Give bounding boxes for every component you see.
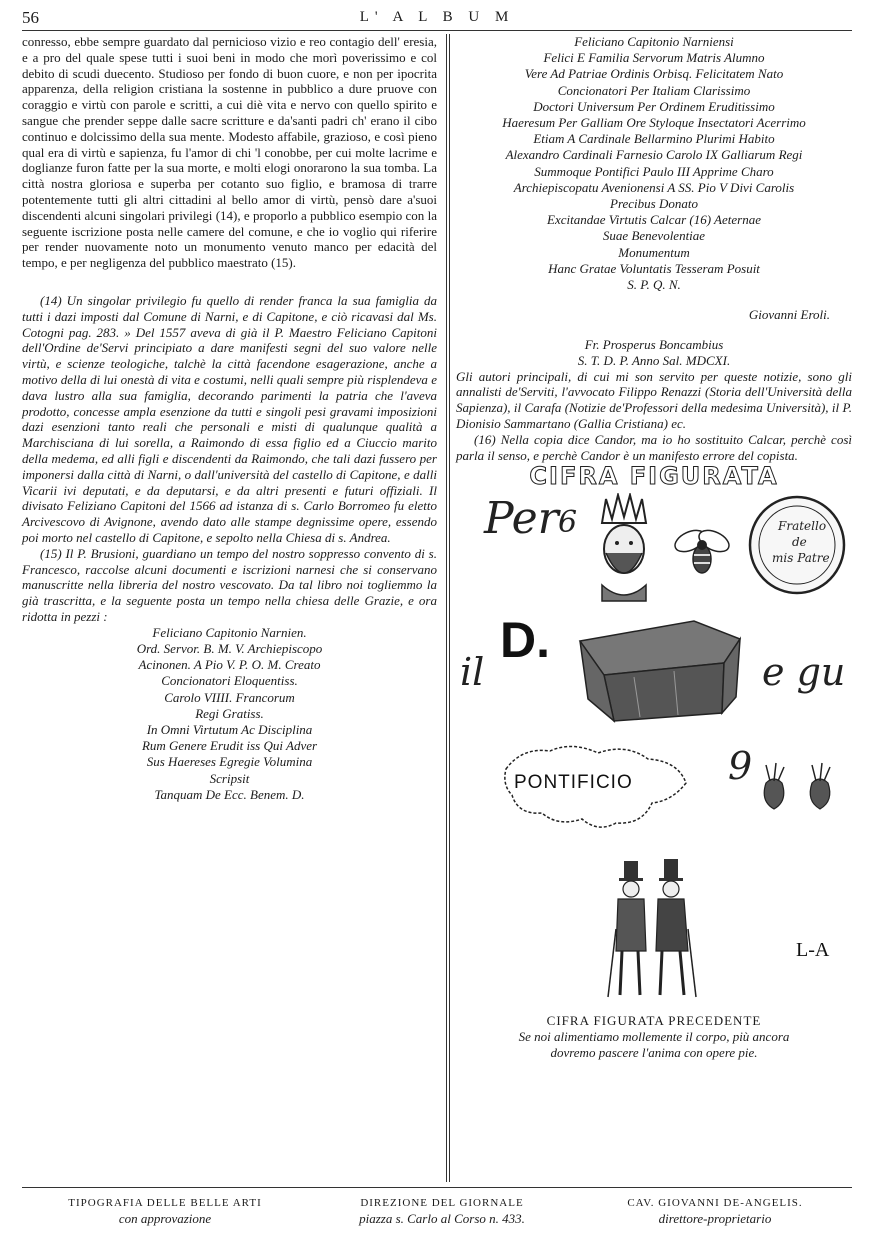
- onion-bulbs-icon: [756, 761, 848, 815]
- journal-title: L' A L B U M: [359, 9, 515, 25]
- right-inscription: [456, 34, 852, 293]
- rebus-pontificio: PONTIFICIO: [514, 772, 633, 794]
- left-inscription-line: Feliciano Capitonio Narnien.: [152, 624, 307, 640]
- page-number: 56: [22, 8, 39, 27]
- left-inscription-line: Concionatori Eloquentiss.: [161, 673, 298, 689]
- right-inscription-line: Alexandro Cardinali Farnesio Carolo IX Galliarum Regi: [505, 147, 803, 163]
- rebus-nine: 9: [728, 744, 753, 789]
- right-inscription-line: Doctori Universum Per Ordinem Eruditissimo: [533, 98, 775, 114]
- right-inscription-line: Etiam A Cardinale Bellarmino Plurimi Habito: [533, 131, 775, 147]
- footer-printer-note: con approvazione: [118, 1211, 212, 1226]
- seal-text-1: Fratello: [778, 519, 827, 534]
- right-inscription-line: Summoque Pontifici Paulo III Apprime Charo: [534, 163, 774, 179]
- right-inscription-line: Vere Ad Patriae Ordinis Orbisq. Felicitatem Nato: [524, 66, 784, 82]
- draped-table-icon: [574, 605, 746, 725]
- footer-printer: [40, 1195, 290, 1227]
- right-inscription-line: Haeresum Per Galliam Ore Styloque Insectatori Acerrimo: [502, 115, 806, 131]
- left-column: [22, 34, 437, 803]
- right-inscription-line: Precibus Donato: [610, 196, 698, 212]
- left-inscription-line: Carolo VIIII. Francorum: [164, 689, 295, 705]
- rebus-d: D.: [500, 612, 550, 669]
- left-inscription-line: Scripsit: [209, 770, 250, 786]
- sources-note: Gli autori principali, di cui mi son servito per queste notizie, sono gli annalisti de'Serviti, l'avvocato Filippo Renazzi (Storia dell'Università della Sapienza), il Carafa (Notizie de'Professori della medesima Università), il P. Dionisio Sammartano (Gallia Cristiana) ec.: [456, 368, 852, 432]
- prosperus-line-2: S. T. D. P. Anno Sal. MDCXI.: [577, 352, 731, 368]
- footer-director-name: CAV. GIOVANNI DE-ANGELIS.: [627, 1197, 803, 1209]
- right-inscription-line: Felici E Familia Servorum Matris Alumno: [543, 50, 765, 66]
- column-divider: [446, 34, 447, 1182]
- left-inscription: [22, 625, 437, 803]
- rebus-egu: e gu: [762, 650, 846, 695]
- footnote-15: (15) Il P. Brusioni, guardiano un tempo del nostro soppresso convento di s. Francesco, raccolse alcuni documenti e iscrizioni narnesi che si conservano manuscritte nella libreria del nostro vescovato. Da tal libro noi togliemmo la già trascritta, e la seguente posta un tempo nella chiesa delle Grazie, e ora ridotta in pezzi :: [22, 545, 437, 624]
- footer-rule: [22, 1187, 852, 1188]
- rebus-la: L-A: [796, 939, 830, 962]
- left-inscription-line: Sus Haereses Egregie Volumina: [146, 754, 313, 770]
- footnote-16: (16) Nella copia dice Candor, ma io ho sostituito Calcar, perchè così parla il senso, e perchè Candor è un manifesto errore del copista.: [456, 431, 852, 463]
- rebus-title: CIFRA FIGURATA: [529, 462, 779, 491]
- column-divider-secondary: [449, 34, 450, 1182]
- page-header: [22, 6, 852, 30]
- left-inscription-line: Ord. Servor. B. M. V. Archiepiscopo: [136, 640, 323, 656]
- left-inscription-line: Rum Genere Erudit iss Qui Adver: [141, 738, 318, 754]
- footer-printer-name: TIPOGRAFIA DELLE BELLE ARTI: [68, 1197, 262, 1209]
- header-rule: [22, 30, 852, 31]
- right-inscription-line: Monumentum: [618, 244, 690, 260]
- footnote-14: (14) Un singolar privilegio fu quello di render franca la sua famiglia da tutti i dazi imposti dal Comune di Narni, e di Capitone, e ciò ricavasi dal Ms. Cotogni pag. 283. » Del 1557 aveva di già il P. Maestro Feliciano Capitoni dell'Ordine de'Servi principiato a dare manifesti segni del suo valore nelle virtù, e scienze teologiche, talchè la città facendone esagerazione, anche a motivo della di lui onestà di vita e costumi, nelli quali sempre più risplendeva e dava lustro alla sua famiglia, decorando parimenti la patria che l'aveva prodotto, concesse ampla esenzione da tutti e singoli pesi gravami imposizioni dazi esenzioni tanto reali che personali e misti di qualunque qualità a Marchisciana di lui sorella, a Raimondo di essa figlio ed a Ciuccio marito della medema, ed alli figli e discendenti da Raimondo, che tali dazi fussero per imponersi dalla città di Narni, o dall'università del castello di Capitone, e dalli Vicarii ivi deputati, e da deputarsi, e da altri presenti e futuri offiziali. Il divisato Feliziano Capitoni del 1566 ad istanza di s. Carlo Borromeo fu eletto Arcivescovo di Avignone, avendo dato alle stampe degnissime opere, essendo poi morto nel castello di Capitone, e sepolto nella Chiesa di s. Andrea.: [22, 292, 437, 545]
- right-inscription-line: Feliciano Capitonio Narniensi: [574, 34, 734, 49]
- seal-text-3: mis Patre: [772, 551, 830, 566]
- footer-direction-address: piazza s. Carlo al Corso n. 433.: [359, 1211, 525, 1226]
- right-column: [456, 34, 852, 1061]
- left-inscription-line: In Omni Virtutum Ac Disciplina: [146, 721, 313, 737]
- footnotes: [22, 293, 437, 625]
- rebus-il: il: [460, 650, 485, 695]
- left-inscription-line: Tanquam De Ecc. Benem. D.: [154, 786, 305, 802]
- right-inscription-line: Archiepiscopatu Avenionensi A SS. Pio V Divi Carolis: [513, 179, 795, 195]
- prosperus-line-1: Fr. Prosperus Boncambius: [584, 337, 724, 353]
- king-head-icon: [588, 493, 660, 605]
- left-inscription-line: Acinonen. A Pio V. P. O. M. Creato: [138, 657, 321, 673]
- bee-icon: [670, 523, 734, 585]
- rebus-illustration: [456, 489, 852, 1005]
- footer-director: [590, 1195, 840, 1227]
- author-signature: Giovanni Eroli.: [748, 307, 830, 323]
- rebus-caption-line-1: Se noi alimentiamo mollemente il corpo, più ancora: [518, 1029, 790, 1045]
- footer-direction: [312, 1195, 572, 1227]
- right-inscription-line: S. P. Q. N.: [627, 277, 681, 293]
- right-inscription-line: Suae Benevolentiae: [602, 228, 706, 244]
- rebus-caption-line-2: dovremo pascere l'anima con opere pie.: [550, 1044, 758, 1060]
- right-inscription-line: Concionatori Per Italiam Clarissimo: [557, 82, 751, 98]
- rebus-per: Per: [484, 493, 559, 545]
- rebus-caption-title: CIFRA FIGURATA PRECEDENTE: [546, 1013, 762, 1029]
- body-text: conresso, ebbe sempre guardato dal pernicioso vizio e reo contagio dell' eresia, e a pro del quale spese tutti i suoi beni in modo che morì poverissimo e col debito di scudi duecento. Studioso per fondo di buon cuore, e non per ipocrita apparenza, della religion cristiana la sostenne in pubblico a dure pruove con coraggio e virtù con parole e scritti, a cui diè vita e nervo con quello spirito e sangue che prender seppe dalle sacre scritture e da'santi padri ch' erano il cibo continuo e dolcissimo della sua mente. Modesto affabile, grazioso, e così pieno qual era di virtù e sapienza, fu l'amor di chi 'l conobbe, per cui molte lacrime e doglianze furon fatte per la sua morte, e molti elogi onorarono la sua tomba. La città nostra gloriosa e superba per cotanto suo figlio, e bramosa di trarre potentemente tutti gli altri cittadini al bello amor di virtù, pensò dare a'suoi discendenti alcuni singolari privilegi (14), e proporlo a pubblico esempio con la seguente iscrizione posta nelle camere del comune, e che io voglio qui riferire per render nuovamente noto un monumento venuto manco per edacità del tempo, e per negligenza del pubblico maestrato (15).: [22, 34, 437, 271]
- left-inscription-line: Regi Gratiss.: [195, 705, 264, 721]
- footer-direction-name: DIREZIONE DEL GIORNALE: [360, 1197, 524, 1209]
- right-inscription-line: Hanc Gratae Voluntatis Tesseram Posuit: [548, 260, 760, 276]
- seal-text-2: de: [792, 535, 807, 550]
- two-gentlemen-icon: [606, 859, 702, 1001]
- rebus-six: 6: [558, 505, 578, 541]
- footer-director-role: direttore-proprietario: [658, 1211, 772, 1226]
- right-inscription-line: Excitandae Virtutis Calcar (16) Aeternae: [547, 212, 761, 228]
